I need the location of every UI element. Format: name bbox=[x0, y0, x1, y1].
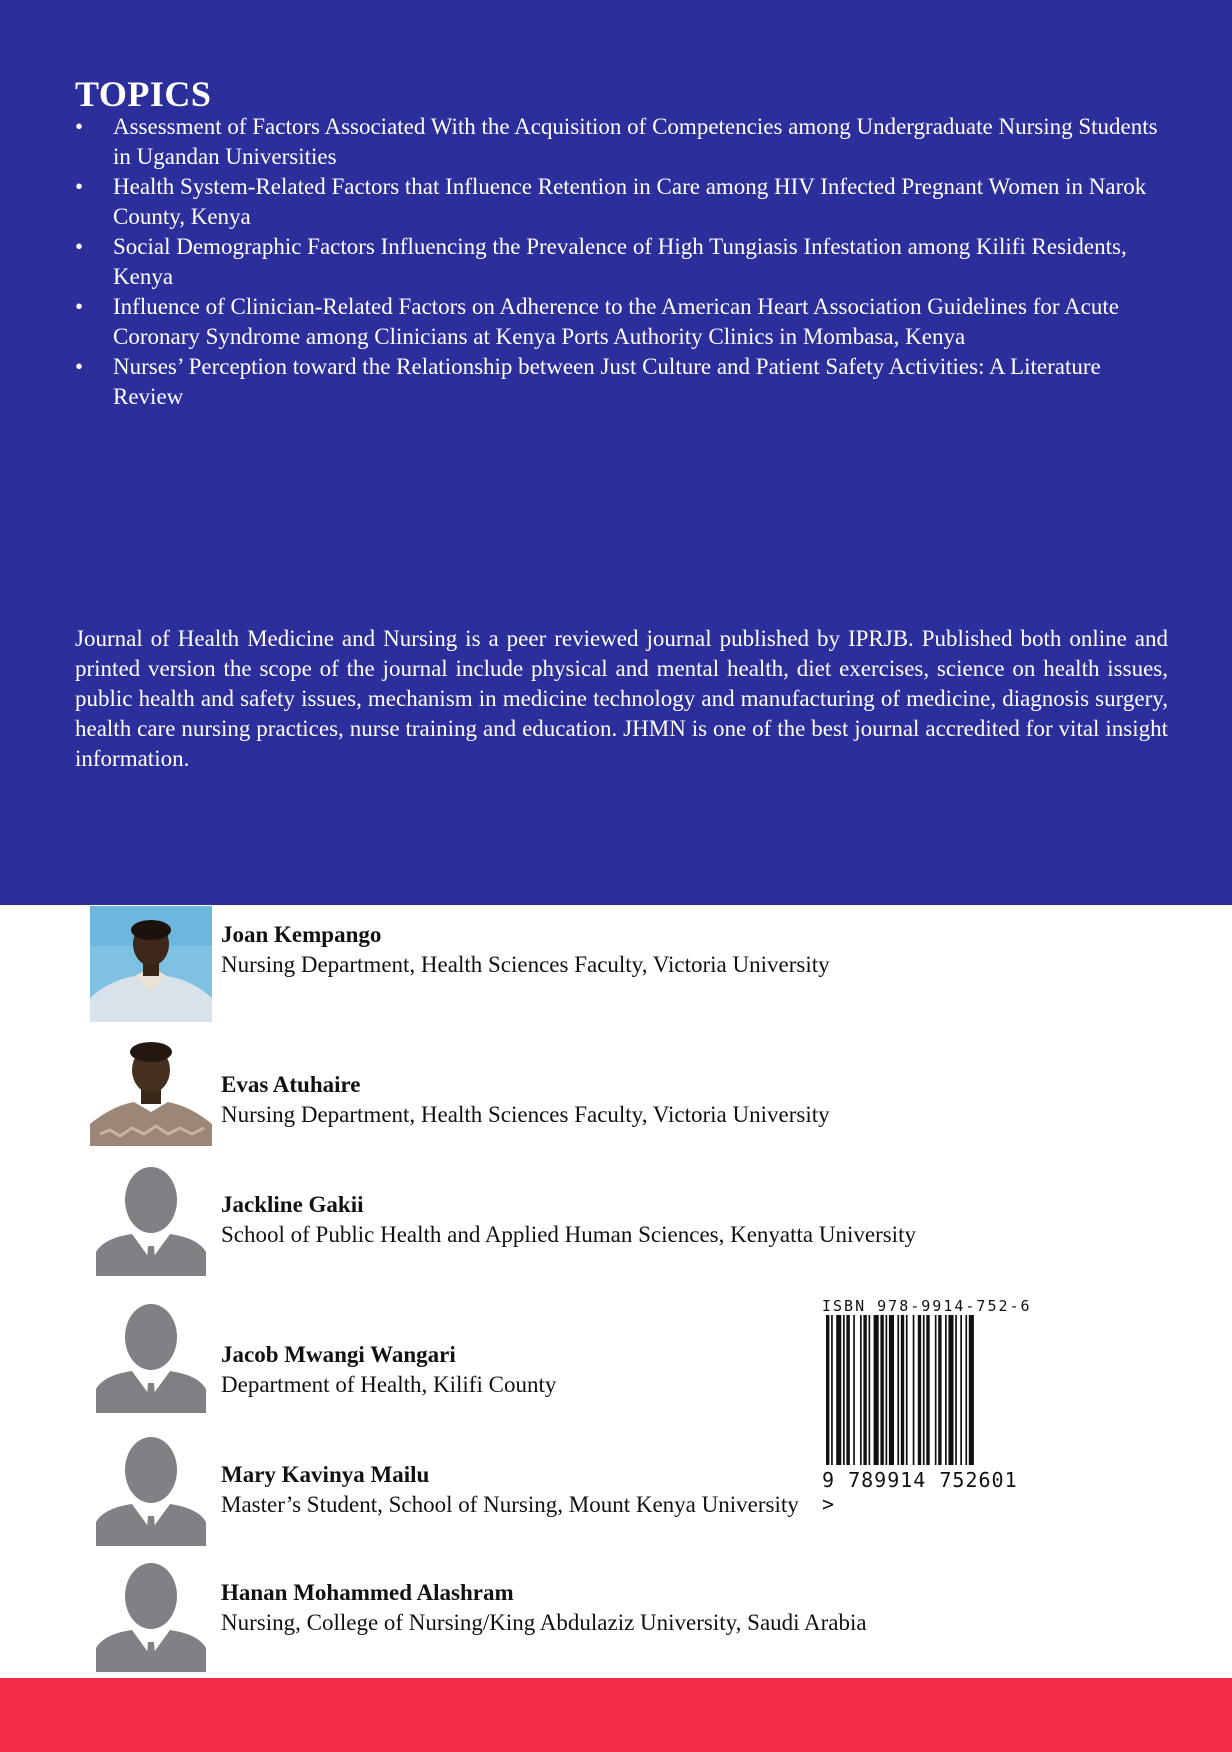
barcode-icon bbox=[822, 1315, 1022, 1465]
author-affiliation: School of Public Health and Applied Human Sciences, Kenyatta University bbox=[221, 1222, 916, 1247]
topic-item: • Assessment of Factors Associated With the Acquisition of Competencies among Undergraduate Nursing Students in Ugandan Universities bbox=[75, 112, 1168, 172]
footer-bar bbox=[0, 1678, 1232, 1752]
author-affiliation: Master’s Student, School of Nursing, Mount Kenya University bbox=[221, 1492, 799, 1517]
author-entry bbox=[90, 1556, 1090, 1674]
topic-item: • Health System-Related Factors that Influence Retention in Care among HIV Infected Pregnant Women in Narok County, Kenya bbox=[75, 172, 1168, 232]
author-entry bbox=[90, 906, 1090, 1024]
barcode-digits: 9 789914 752601 > bbox=[822, 1468, 1018, 1516]
silhouette-icon bbox=[90, 1160, 212, 1276]
author-photo bbox=[90, 1030, 212, 1146]
silhouette-icon bbox=[90, 1556, 212, 1672]
isbn-label: ISBN 978-9914-752-6 bbox=[822, 1297, 1032, 1315]
author-name: Mary Kavinya Mailu bbox=[221, 1462, 430, 1487]
silhouette-icon bbox=[90, 1430, 212, 1546]
author-name: Jackline Gakii bbox=[221, 1192, 364, 1217]
author-affiliation: Nursing, College of Nursing/King Abdulaziz University, Saudi Arabia bbox=[221, 1610, 867, 1635]
topics-heading: TOPICS bbox=[75, 74, 212, 114]
author-photo bbox=[90, 906, 212, 1022]
author-affiliation: Nursing Department, Health Sciences Faculty, Victoria University bbox=[221, 1102, 830, 1127]
author-affiliation: Department of Health, Kilifi County bbox=[221, 1372, 557, 1397]
author-entry bbox=[90, 1030, 1090, 1148]
author-name: Hanan Mohammed Alashram bbox=[221, 1580, 514, 1605]
topics-list bbox=[75, 112, 1168, 412]
silhouette-icon bbox=[90, 1297, 212, 1413]
author-affiliation: Nursing Department, Health Sciences Faculty, Victoria University bbox=[221, 952, 830, 977]
isbn-barcode bbox=[822, 1297, 1042, 1516]
topic-item: • Influence of Clinician-Related Factors on Adherence to the American Heart Association Guidelines for Acute Coronary Syndrome among Clinicians at Kenya Ports Authority Clinics in Mombasa, Kenya bbox=[75, 292, 1168, 352]
author-name: Evas Atuhaire bbox=[221, 1072, 361, 1097]
author-name: Jacob Mwangi Wangari bbox=[221, 1342, 456, 1367]
author-entry bbox=[90, 1160, 1090, 1278]
author-name: Joan Kempango bbox=[221, 922, 382, 947]
topic-item: • Social Demographic Factors Influencing the Prevalence of High Tungiasis Infestation among Kilifi Residents, Kenya bbox=[75, 232, 1168, 292]
journal-description: Journal of Health Medicine and Nursing is a peer reviewed journal published by IPRJB. Published both online and printed version the scope of the journal include physical and mental health, diet exercises, science on health issues, public health and safety issues, mechanism in medicine technology and manufacturing of medicine, diagnosis surgery, health care nursing practices, nurse training and education. JHMN is one of the best journal accredited for vital insight information. bbox=[75, 626, 1168, 771]
topic-item: • Nurses’ Perception toward the Relationship between Just Culture and Patient Safety Activities: A Literature Review bbox=[75, 352, 1168, 412]
